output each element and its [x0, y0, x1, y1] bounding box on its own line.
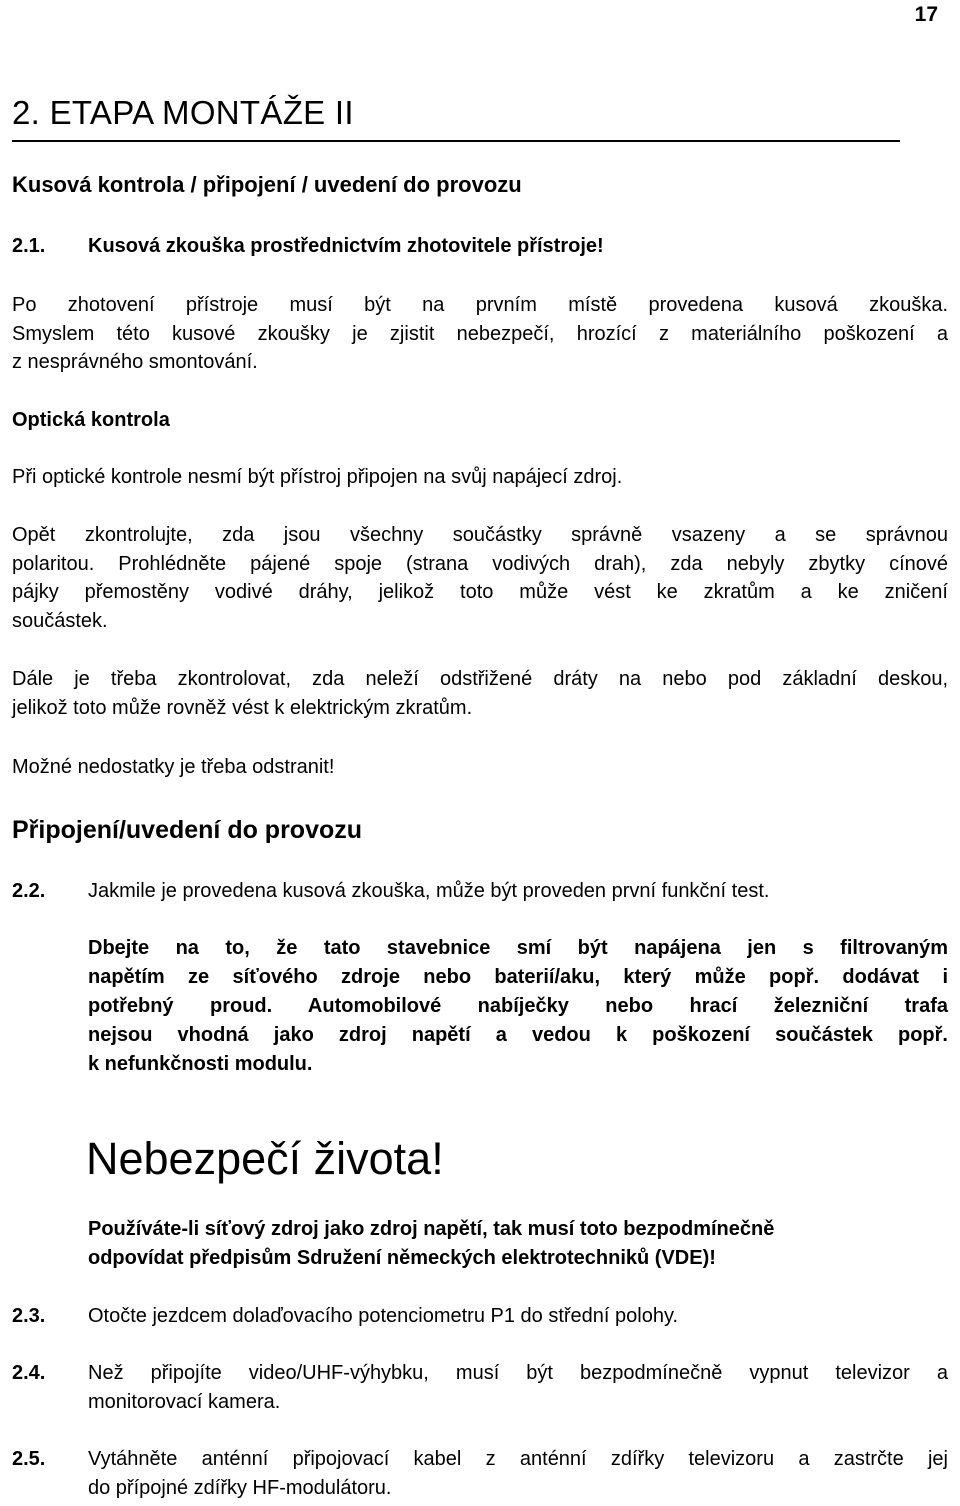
power-warning-line: Dbejte na to, že tato stavebnice smí být napájena jen s filtrovaným: [88, 937, 948, 959]
optical-heading: Optická kontrola: [12, 409, 170, 431]
optical-p2-line: polaritou. Prohlédněte pájené spoje (strana vodivých drah), zda nebyly zbytky cínové: [12, 552, 948, 575]
optical-p3-line: Dále je třeba zkontrolovat, zda neleží odstřižené dráty na nebo pod základní deskou,: [12, 668, 948, 690]
chapter-title: 2. ETAPA MONTÁŽE II: [12, 94, 354, 131]
power-warning-line: napětím ze síťového zdroje nebo baterií/aku, který může popř. dodávat i: [88, 966, 948, 988]
danger-title: Nebezpečí života!: [86, 1133, 444, 1184]
power-warning-line: potřebný proud. Automobilové nabíječky nebo hrací železniční trafa: [88, 995, 948, 1017]
intro-line: Smyslem této kusové zkoušky je zjistit nebezpečí, hrozící z materiálního poškození a: [12, 322, 948, 345]
optical-paragraph-2: [12, 521, 948, 635]
danger-text-line: Používáte-li síťový zdroj jako zdroj napětí, tak musí toto bezpodmínečně: [88, 1218, 775, 1240]
danger-text: [88, 1215, 948, 1273]
optical-p2-line: Opět zkontrolujte, zda jsou všechny součástky správně vsazeny a se správnou: [12, 524, 948, 546]
section-2-2-number: 2.2.: [12, 880, 46, 902]
section-2-5-number: 2.5.: [12, 1448, 46, 1470]
intro-paragraph: [12, 291, 948, 377]
title-underline: [12, 140, 900, 142]
subtitle: Kusová kontrola / připojení / uvedení do provozu: [12, 172, 522, 197]
section-2-4-line: monitorovací kamera.: [88, 1390, 281, 1413]
section-2-4-text: [88, 1359, 948, 1416]
optical-p3-line: jelikož toto může rovněž vést k elektrickým zkratům.: [12, 696, 473, 719]
power-warning: [88, 934, 948, 1079]
power-warning-line: nejsou vhodná jako zdroj napětí a vedou k poškození součástek popř.: [88, 1024, 948, 1046]
section-2-2-text: Jakmile je provedena kusová zkouška, může být proveden první funkční test.: [88, 880, 770, 902]
section-2-5-line: Vytáhněte anténní připojovací kabel z anténní zdířky televizoru a zastrčte jej: [88, 1448, 948, 1470]
section-2-4-number: 2.4.: [12, 1362, 46, 1384]
section-2-5-line: do přípojné zdířky HF-modulátoru.: [88, 1476, 392, 1499]
danger-text-line: odpovídat předpisům Sdružení německých elektrotechniků (VDE)!: [88, 1247, 716, 1269]
section-2-3-text: Otočte jezdcem dolaďovacího potenciometru P1 do střední polohy.: [88, 1305, 679, 1327]
optical-paragraph-1: Při optické kontrole nesmí být přístroj připojen na svůj napájecí zdroj.: [12, 466, 623, 488]
section-2-5-text: [88, 1445, 948, 1502]
optical-paragraph-3: [12, 665, 948, 722]
section-2-1-number: 2.1.: [12, 235, 46, 257]
optical-paragraph-4: Možné nedostatky je třeba odstranit!: [12, 756, 335, 778]
intro-line: z nesprávného smontování.: [12, 351, 258, 374]
connection-heading: Připojení/uvedení do provozu: [12, 816, 363, 844]
optical-p2-line: pájky přemostěny vodivé dráhy, jelikož toto může vést ke zkratům a ke zničení: [12, 581, 948, 604]
section-2-4-line: Než připojíte video/UHF-výhybku, musí být bezpodmínečně vypnut televizor a: [88, 1362, 948, 1384]
section-2-3-number: 2.3.: [12, 1305, 46, 1327]
page-number: 17: [914, 3, 938, 26]
power-warning-line: k nefunkčnosti modulu.: [88, 1053, 313, 1075]
optical-p2-line: součástek.: [12, 609, 108, 632]
section-2-1-title: Kusová zkouška prostřednictvím zhotovitele přístroje!: [88, 235, 604, 257]
intro-line: Po zhotovení přístroje musí být na prvním místě provedena kusová zkouška.: [12, 294, 948, 316]
